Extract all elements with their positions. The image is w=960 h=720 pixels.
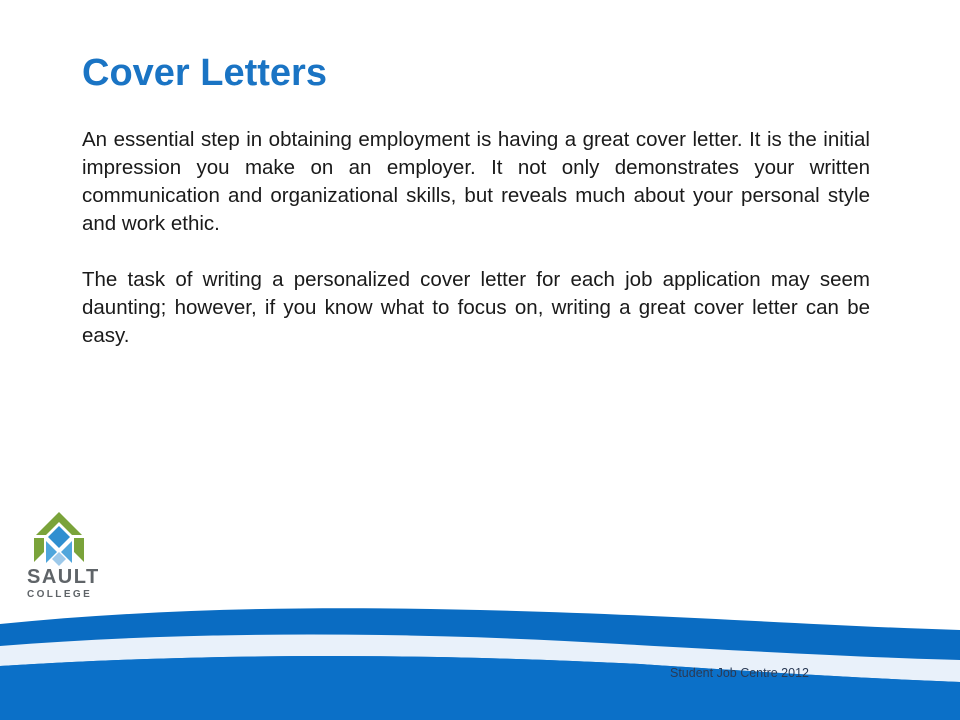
- paragraph-2: The task of writing a personalized cover letter for each job application may seem daunting; however, if you know what to focus on, writing a great cover letter can be easy.: [82, 268, 870, 347]
- slide-title: Cover Letters: [82, 52, 327, 94]
- logo-subtitle: COLLEGE: [27, 589, 93, 600]
- footer-wave-band: [0, 600, 960, 720]
- logo-wordmark: SAULT: [27, 566, 100, 588]
- paragraph-1: An essential step in obtaining employment is having a great cover letter. It is the initial impression you make on an employer. It not only demonstrates your written communication and organizational skills, but reveals much about your personal style and work ethic.: [82, 128, 870, 235]
- slide-body: [82, 126, 870, 350]
- footer-caption: Student Job Centre 2012: [670, 666, 809, 680]
